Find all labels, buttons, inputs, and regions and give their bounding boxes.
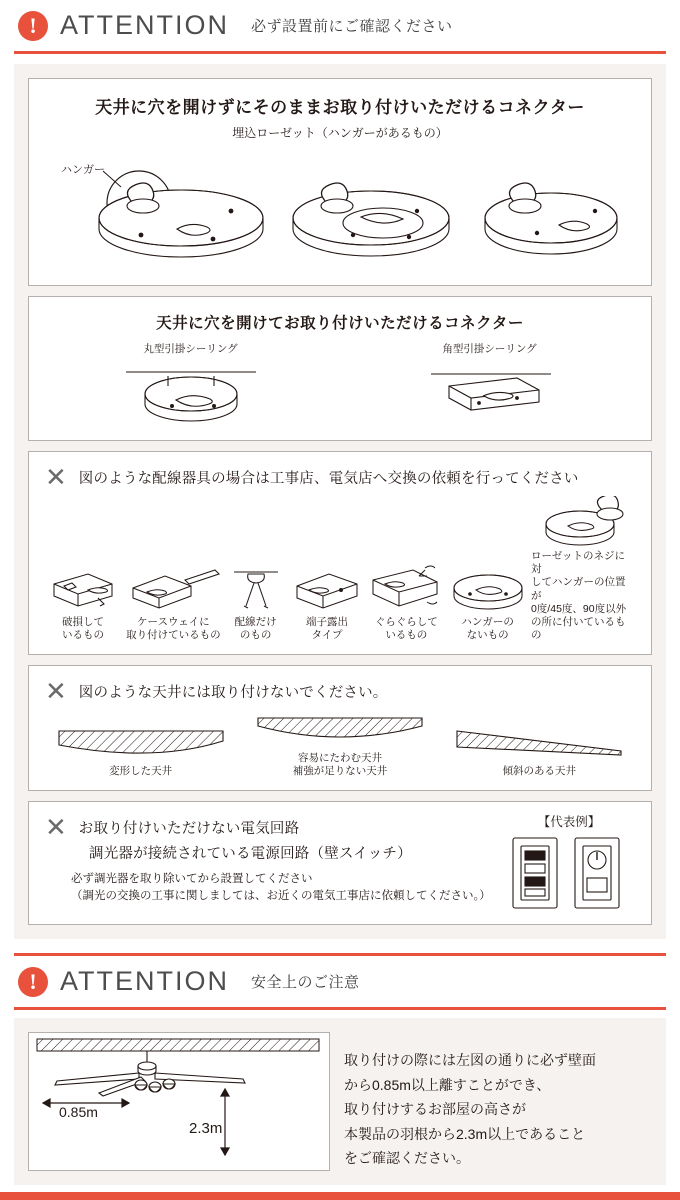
ng-item-terminal [288, 562, 366, 642]
ng-item-caption: 端子露出 タイプ [305, 615, 348, 641]
ng-circuit-note-2: （調光の交換の工事に関しましては、お近くの電気工事店に依頼してください。） [71, 889, 491, 902]
no-hanger-icon [448, 562, 528, 616]
dim-vertical-text: 2.3m [189, 1120, 223, 1138]
ng-circuit-note-1: 必ず調光器を取り除いてから設置してください [71, 873, 313, 886]
ng-circuit-heading-row [45, 812, 499, 843]
figure-round-ceiling [106, 343, 276, 428]
ng-item-broken [43, 562, 123, 642]
deformed-ceiling-icon [53, 723, 229, 765]
attention-header-1 [0, 0, 680, 51]
main-panel [14, 64, 666, 939]
section-subtitle: 埋込ローゼット（ハンガーがあるもの） [232, 126, 448, 140]
x-mark-icon: ✕ [45, 462, 67, 493]
ng-ceiling-sagging [252, 710, 428, 778]
section-connector-nohole [28, 78, 652, 286]
representative-example [499, 812, 639, 912]
round-ceiling-icon [106, 356, 276, 428]
representative-example-title: 【代表例】 [537, 815, 601, 830]
rosette-figures [41, 143, 641, 273]
ng-ceiling-deformed [53, 723, 229, 778]
figure-group-ceiling-connectors [41, 343, 639, 428]
divider-red-3 [14, 1007, 666, 1010]
ng-item-caption: ローゼットのネジに対 してハンガーの位置が 0度/45度、90度以外 の所に付いているもの [530, 550, 627, 641]
sloped-ceiling-icon [451, 723, 627, 765]
ng-item-caseway [123, 562, 223, 642]
ng-ceiling-caption: 変形した天井 [109, 765, 173, 778]
wall-switch-icons [499, 834, 639, 912]
ng-wiring-heading-row [45, 462, 639, 493]
ng-ceiling-figures [41, 710, 639, 778]
attention-title-1: ATTENTION [60, 10, 229, 40]
ng-item-angle [529, 496, 637, 642]
footer-bar [0, 1192, 680, 1200]
section-ng-circuit [28, 801, 652, 925]
ng-ceiling-sloped [451, 723, 627, 778]
ng-circuit-line2: 調光器が接続されている電源回路（壁スイッチ） [89, 846, 412, 863]
ng-circuit-heading: お取り付けいただけない電気回路 [78, 820, 300, 837]
figure-square-ceiling [405, 343, 575, 428]
ng-ceiling-heading: 図のような天井には取り付けないでください。 [78, 684, 388, 701]
terminal-exposed-icon [289, 562, 365, 616]
clearance-figure [29, 1033, 327, 1163]
attention-title-2: ATTENTION [60, 966, 229, 997]
x-mark-icon: ✕ [45, 676, 67, 706]
clearance-diagram [28, 1032, 330, 1171]
section-title: 天井に穴を開けずにそのままお取り付けいただけるコネクター [95, 98, 585, 117]
square-ceiling-icon [405, 356, 575, 428]
hanger-angle-icon [540, 496, 626, 550]
ng-wiring-heading: 図のような配線器具の場合は工事店、電気店へ交換の依頼を行ってください [78, 470, 579, 487]
divider-red-1 [14, 51, 666, 54]
section-ng-ceiling [28, 665, 652, 791]
section-ng-wiring [28, 451, 652, 655]
figure-caption: 丸型引掛シーリング [143, 343, 238, 355]
ng-item-wiring-only [224, 562, 288, 642]
x-mark-icon: ✕ [45, 812, 67, 843]
attention-subtitle-1: 必ず設置前にご確認ください [251, 18, 453, 35]
clearance-panel [14, 1018, 666, 1185]
loose-rosette-icon [367, 562, 445, 616]
ng-item-caption: ケースウェイに 取り付けているもの [126, 615, 221, 641]
wiring-only-icon [226, 562, 286, 616]
ng-item-caption: ぐらぐらして いるもの [374, 615, 438, 641]
ng-item-no-hanger [447, 562, 529, 642]
ng-item-caption: 破損して いるもの [62, 615, 104, 641]
ng-wiring-figures [41, 496, 639, 642]
clearance-text: 取り付けの際には左図の通りに必ず壁面 から0.85m以上離すことができ、 取り付けするお部屋の高さが 本製品の羽根から2.3m以上であること をご確認ください。 [344, 1052, 596, 1167]
ng-item-caption: ハンガーの ないもの [461, 615, 514, 641]
dim-horizontal-text: 0.85m [59, 1104, 98, 1121]
ng-ceiling-heading-row [45, 678, 639, 704]
caseway-icon [125, 562, 221, 616]
figure-group-rosette [41, 143, 639, 273]
attention-subtitle-2: 安全上のご注意 [251, 974, 360, 992]
ng-item-loose [366, 562, 446, 642]
hanger-label: ハンガー [61, 164, 105, 176]
figure-caption: 角型引掛シーリング [442, 343, 537, 355]
attention-header-2 [0, 956, 680, 1007]
exclamation-icon: ! [18, 11, 48, 41]
broken-rosette-icon [44, 562, 122, 616]
ng-ceiling-caption: 傾斜のある天井 [502, 765, 577, 778]
exclamation-icon: ! [18, 967, 48, 997]
ng-ceiling-caption: 容易にたわむ天井 補強が足りない天井 [292, 752, 388, 778]
section-connector-hole [28, 296, 652, 441]
ng-item-caption: 配線だけ のもの [234, 615, 277, 641]
sagging-ceiling-icon [252, 710, 428, 752]
section-title: 天井に穴を開けてお取り付けいただけるコネクター [156, 315, 524, 332]
